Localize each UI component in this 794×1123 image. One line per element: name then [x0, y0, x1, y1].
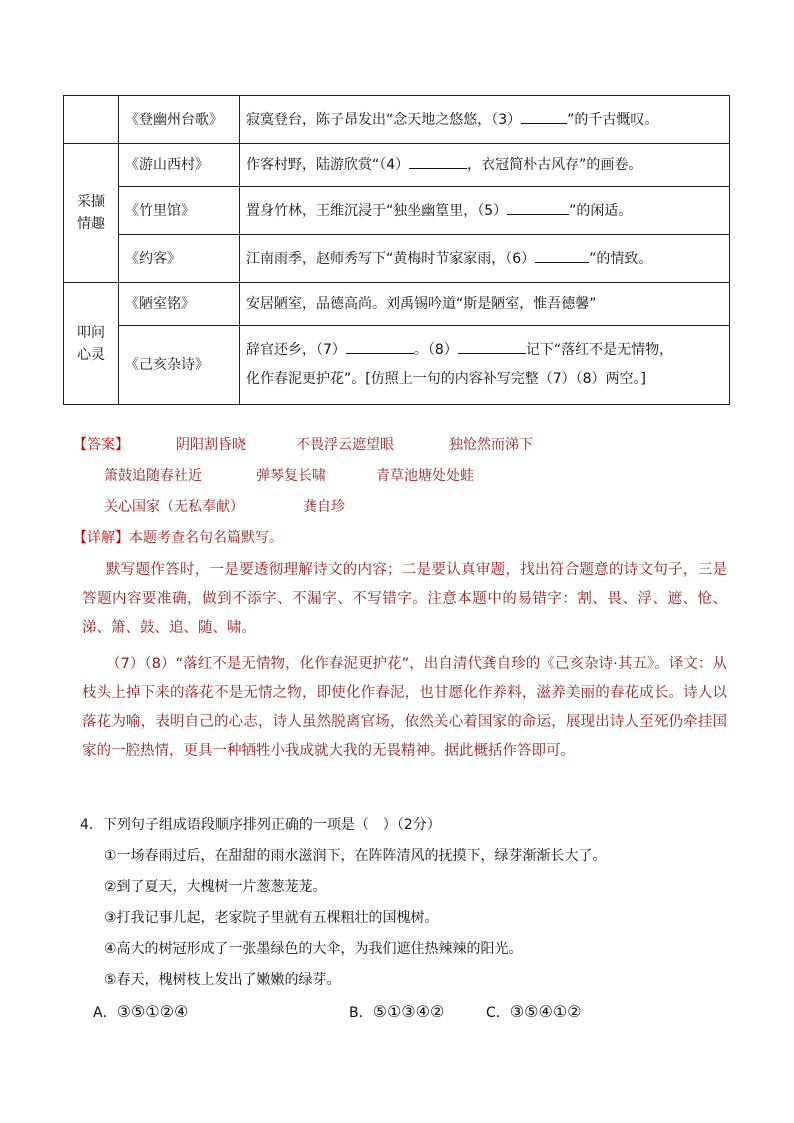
table-row: [64, 187, 730, 235]
fill-blank: [521, 109, 567, 124]
table-row: [64, 283, 730, 326]
question-stem: 4．下列句子组成语段顺序排列正确的一项是（ ）（2分）: [80, 817, 441, 833]
poem-table: [63, 95, 730, 405]
fill-blank: [409, 154, 467, 169]
category-cell: 采撷 情趣: [64, 144, 119, 283]
table-row: [64, 96, 730, 144]
option-a[interactable]: A．③⑤①②④: [93, 1002, 189, 1021]
category-cell: [64, 96, 119, 144]
poem-desc: 江南雨季，赵师秀写下“黄梅时节家家雨，（6） ”的情致。: [240, 235, 730, 283]
table-row: [64, 144, 730, 187]
answer-item: 阴阳割昏晓: [176, 437, 246, 453]
detail-intro: 【详解】本题考查名句名篇默写。: [73, 530, 283, 546]
answer-item: 独怆然而涕下: [449, 437, 533, 453]
fill-blank: [346, 339, 414, 354]
answer-item: 弹琴复长啸: [256, 468, 326, 484]
poem-desc: 寂寞登台，陈子昂发出“念天地之悠悠，（3） ”的千古慨叹。: [240, 96, 730, 144]
answer-item: 青草池塘处处蛙: [376, 468, 474, 484]
poem-title: 《己亥杂诗》: [119, 326, 240, 405]
fill-blank: [535, 248, 589, 263]
poem-desc: 作客村野，陆游欣赏“（4） ，衣冠简朴古风存”的画卷。: [240, 144, 730, 187]
sentence-item: ②到了夏天，大槐树一片葱葱茏茏。: [104, 879, 327, 895]
poem-desc: 置身竹林，王维沉浸于“独坐幽篁里，（5） ”的闲适。: [240, 187, 730, 235]
answer-item: 不畏浮云遮望眼: [296, 437, 394, 453]
table-row: [64, 326, 730, 405]
fill-blank: [507, 200, 569, 215]
option-b[interactable]: B．⑤①③④②: [349, 1002, 445, 1021]
answer-item: 关心国家（无私奉献）: [104, 499, 244, 515]
sentence-item: ④高大的树冠形成了一张墨绿色的大伞，为我们遮住热辣辣的阳光。: [104, 941, 523, 957]
detail-paragraph: 默写题作答时，一是要透彻理解诗文的内容；二是要认真审题，找出符合题意的诗文句子，三是答题内容要准确，做到不添字、不漏字、不写错字。注意本题中的易错字：割、畏、浮、遮、怆、涕、箫、鼓、追、随、啸。: [82, 562, 727, 636]
poem-desc: 辞官还乡，（7） 。（8） 记下“落红不是无情物， 化作春泥更护花”。[仿照上一句的内容补写完整（7）（8）两空。]: [240, 326, 730, 405]
category-cell: 叩问 心灵: [64, 283, 119, 405]
poem-title: 《登幽州台歌》: [119, 96, 240, 144]
sentence-item: ①一场春雨过后，在甜甜的雨水滋润下，在阵阵清风的抚摸下，绿芽渐渐长大了。: [104, 848, 607, 864]
answer-item: 箫鼓追随春社近: [104, 468, 202, 484]
poem-title: 《约客》: [119, 235, 240, 283]
fill-blank: [458, 339, 526, 354]
answer-label: 【答案】: [73, 437, 129, 453]
poem-title: 《陋室铭》: [119, 283, 240, 326]
poem-title: 《游山西村》: [119, 144, 240, 187]
detail-paragraph: （7）（8）“落红不是无情物，化作春泥更护花”，出自清代龚自珍的《己亥杂诗·其五》。译文：从枝头上掉下来的落花不是无情之物，即使化作春泥，也甘愿化作养料，滋养美丽的春花成长。诗人以落花为喻，表明自己的心志，诗人虽然脱离官场，依然关心着国家的命运，展现出诗人至死仍牵挂国家的一腔热情，更具一种牺牲小我成就大我的无畏精神。据此概括作答即可。: [82, 656, 727, 759]
sentence-item: ③打我记事儿起，老家院子里就有五棵粗壮的国槐树。: [104, 910, 439, 926]
option-c[interactable]: C．③⑤④①②: [486, 1002, 582, 1021]
answer-item: 龚自珍: [303, 499, 345, 515]
poem-desc: 安居陋室，品德高尚。刘禹锡吟道“斯是陋室，惟吾德馨”: [240, 283, 730, 326]
poem-title: 《竹里馆》: [119, 187, 240, 235]
sentence-item: ⑤春天，槐树枝上发出了嫩嫩的绿芽。: [104, 972, 341, 988]
table-row: [64, 235, 730, 283]
